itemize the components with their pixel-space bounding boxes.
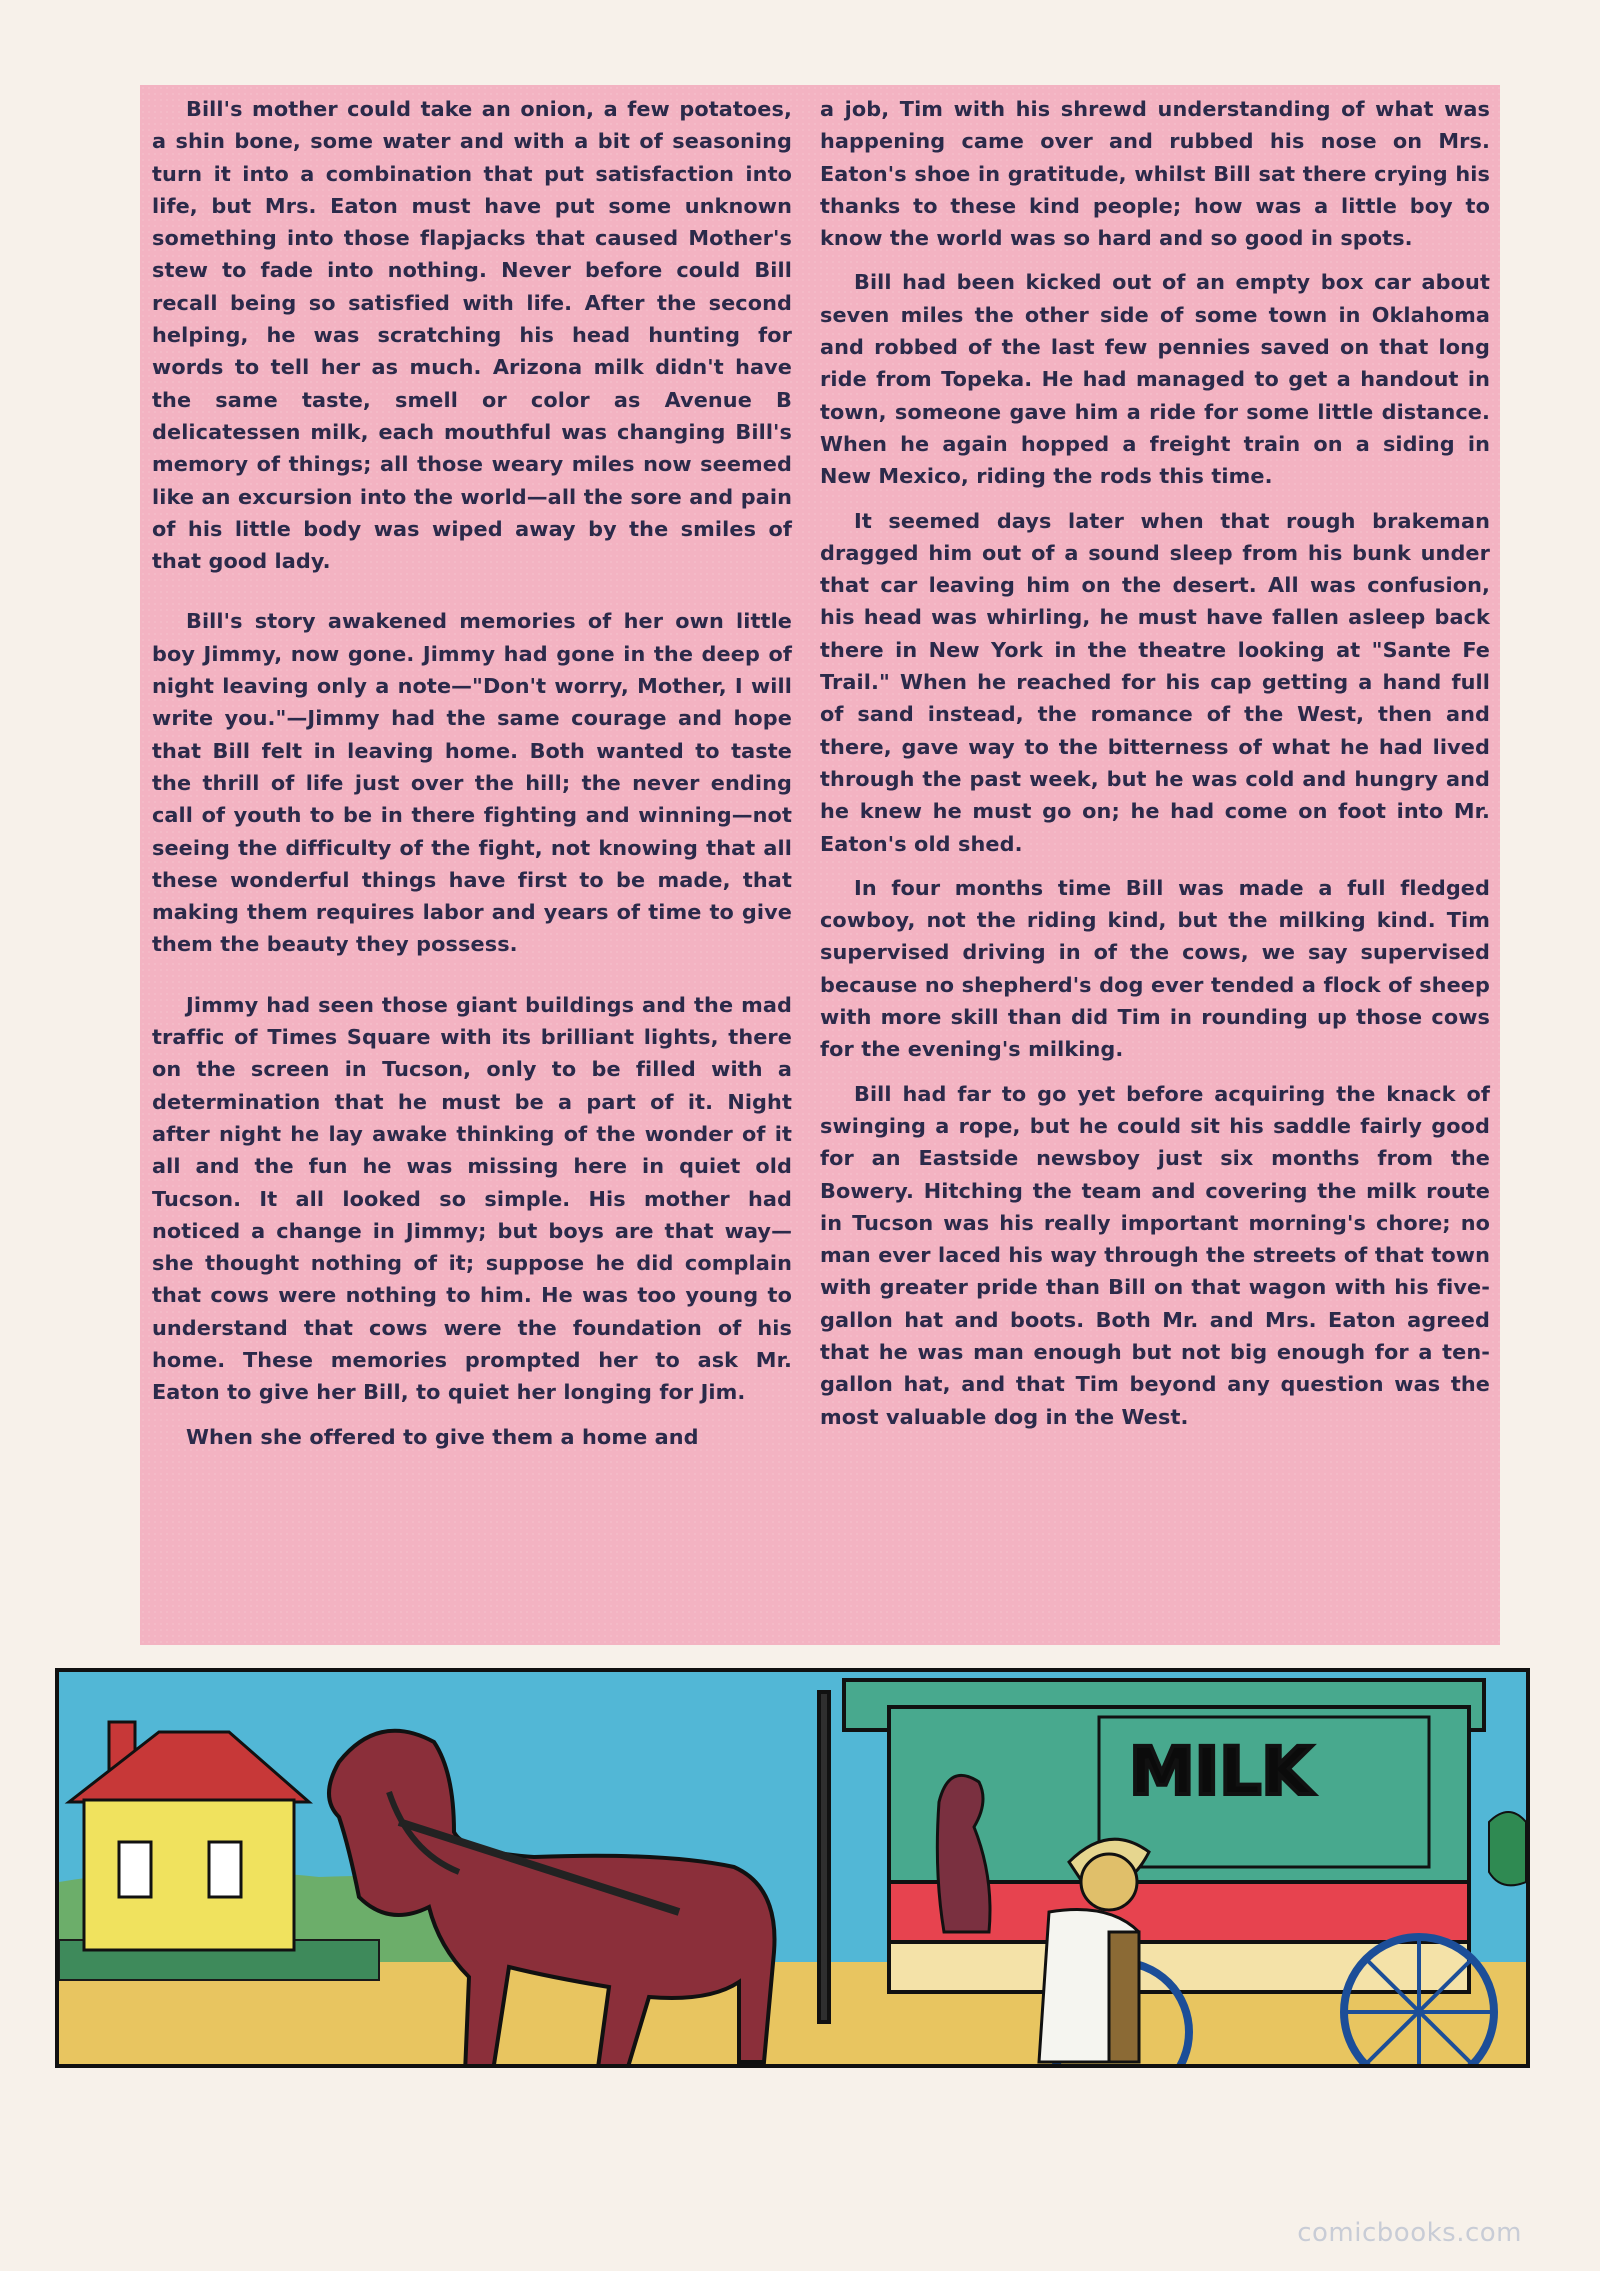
paragraph: When she offered to give them a home and	[186, 1424, 699, 1449]
watermark-text: comicbooks.com	[1297, 2218, 1522, 2248]
bush	[1489, 1812, 1526, 1885]
right-column	[820, 93, 1490, 1445]
paragraph: Bill had been kicked out of an empty box car about seven miles the other side of some town in Oklahoma and robbed of the last few pennies saved on that long ride from Topeka. He had managed to get a handout in town, someone gave him a ride for some little distance. When he again hopped a freight train on a siding in New Mexico, riding the rods this time.	[820, 270, 1490, 489]
paragraph: In four months time Bill was made a full fledged cowboy, not the riding kind, but the milking kind. Tim supervised driving in of the cows, we say supervised because no shepherd's dog ever tended a flock of sheep with more skill than did Tim in rounding up those cows for the evening's milking.	[820, 875, 1490, 1062]
story-text-panel	[140, 85, 1500, 1645]
paragraph: Bill had far to go yet before acquiring the knack of swinging a rope, but he could sit his saddle fairly good for an Eastside newsboy just six months from the Bowery. Hitching the team and covering the milk route in Tucson was his really important morning's chore; no man ever laced his way through the streets of that town with greater pride than Bill on that wagon with his five-gallon hat and boots. Both Mr. and Mrs. Eaton agreed that he was man enough but not big enough for a ten-gallon hat, and that Tim beyond any question was the most valuable dog in the West.	[820, 1081, 1490, 1429]
paragraph: Jimmy had seen those giant buildings and the mad traffic of Times Square with its brilliant lights, there on the screen in Tucson, only to be filled with a determination that he must be a part of it. Night after night he lay awake thinking of the wonder of it all and the fun he was missing here in quiet old Tucson. It all looked so simple. His mother had noticed a change in Jimmy; but boys are that way—she thought nothing of it; suppose he did complain that cows were nothing to him. He was too young to understand that cows were the foundation of his home. These memories prompted her to ask Mr. Eaton to give her Bill, to quiet her longing for Jim.	[152, 992, 792, 1405]
dog-tim	[937, 1775, 990, 1932]
illustration-svg	[59, 1672, 1526, 2064]
paragraph: Bill's story awakened memories of her own little boy Jimmy, now gone. Jimmy had gone in the deep of night leaving only a note—"Don't worry, Mother, I will write you."—Jimmy had the same courage and hope that Bill felt in leaving home. Both wanted to taste the thrill of life just over the hill; the never ending call of youth to be in there fighting and winning—not seeing the difficulty of the fight, not knowing that all these wonderful things have first to be made, that making them requires labor and years of time to give them the beauty they possess.	[152, 609, 792, 957]
milk-wagon-illustration	[55, 1668, 1530, 2068]
paragraph: Bill's mother could take an onion, a few potatoes, a shin bone, some water and with a bit of seasoning turn it into a combination that put satisfaction into life, but Mrs. Eaton must have put some unknown something into those flapjacks that caused Mother's stew to fade into nothing. Never before could Bill recall being so satisfied with life. After the second helping, he was scratching his head hunting for words to tell her as much. Arizona milk didn't have the same taste, smell or color as Avenue B delicatessen milk, each mouthful was changing Bill's memory of things; all those weary miles now seemed like an excursion into the world—all the sore and pain of his little body was wiped away by the smiles of that good lady.	[152, 97, 792, 574]
paragraph: It seemed days later when that rough brakeman dragged him out of a sound sleep from his bunk under that car leaving him on the desert. All was confusion, his head was whirling, he must have fallen asleep back there in New York in the theatre looking at "Sante Fe Trail." When he reached for his cap getting a hand full of sand instead, the romance of the West, then and there, gave way to the bitterness of what he had lived through the past week, but he was cold and hungry and he knew he must go on; he had come on foot into Mr. Eaton's old shed.	[820, 508, 1490, 856]
paragraph: a job, Tim with his shrewd understanding of what was happening came over and rubbed his nose on Mrs. Eaton's shoe in gratitude, whilst Bill sat there crying his thanks to these kind people; how was a little boy to know the world was so hard and so good in spots.	[820, 97, 1490, 251]
wagon-sign-text: MILK	[1129, 1733, 1313, 1810]
left-column	[152, 93, 792, 1465]
